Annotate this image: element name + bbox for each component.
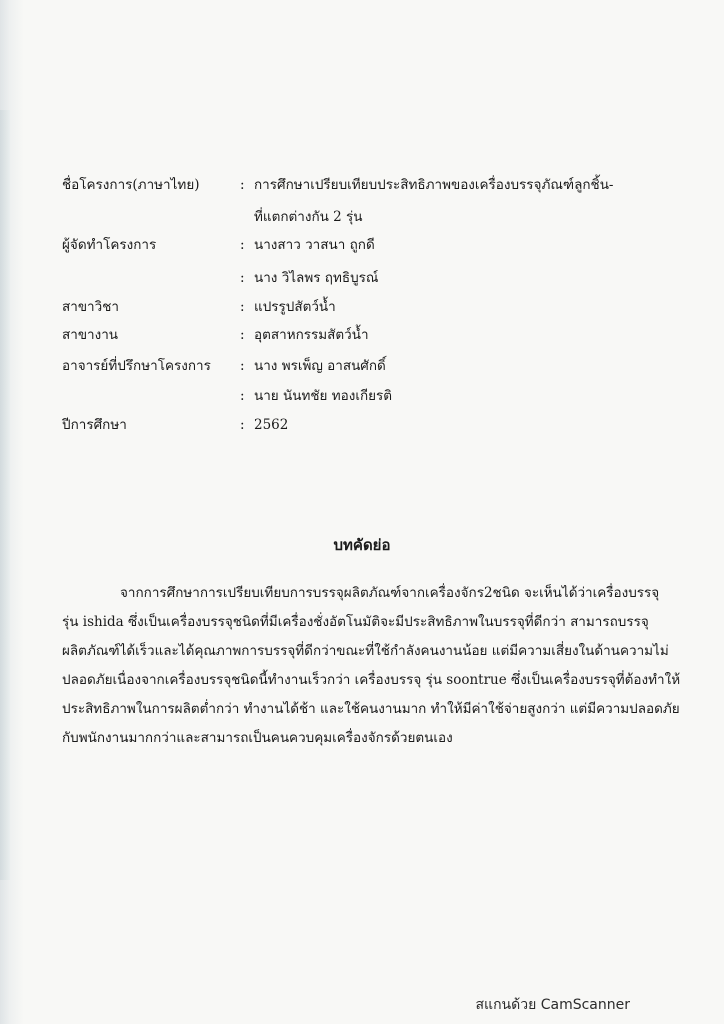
abstract-line: จากการศึกษาการเปรียบเทียบการบรรจุผลิตภัณฑ์จากเครื่องจักร2ชนิด จะเห็นได้ว่าเครื่องบรรจุ [120,585,660,601]
colon: : [240,388,245,404]
colon: : [240,327,245,343]
colon: : [240,417,245,433]
title-label: ชื่อโครงการ(ภาษาไทย) [62,177,200,193]
abstract-line: กับพนักงานมากกว่าและสามารถเป็นคนควบคุมเครื่องจักรด้วยตนเอง [62,730,453,746]
colon: : [240,358,245,374]
colon: : [240,237,245,253]
colon: : [240,299,245,315]
advisor-2: นาย นันทชัย ทองเกียรติ [254,388,393,404]
colon: : [240,270,245,286]
abstract-line: รุ่น ishida ซึ่งเป็นเครื่องบรรจุชนิดที่มีเครื่องชั่งอัตโนมัติจะมีประสิทธิภาพในบรรจุที่ดีกว่า สามารถบรรจุ [62,614,649,630]
major-value: แปรรูปสัตว์น้ำ [254,299,336,315]
field-label: สาขางาน [62,327,119,343]
author-2: นาง วิไลพร ฤทธิบูรณ์ [254,270,379,286]
abstract-line: ผลิตภัณฑ์ได้เร็วและได้คุณภาพการบรรจุที่ดีกว่าขณะที่ใช้กำลังคนงานน้อย แต่มีความเสี่ยงในด้านความไม่ [62,643,669,659]
colon: : [240,177,245,193]
field-value: อุตสาหกรรมสัตว์น้ำ [254,327,369,343]
advisors-label: อาจารย์ที่ปรึกษาโครงการ [62,358,211,374]
year-value: 2562 [254,417,289,433]
title-value-line2: ที่แตกต่างกัน 2 รุ่น [254,209,363,225]
abstract-line: ปลอดภัยเนื่องจากเครื่องบรรจุชนิดนี้ทำงานเร็วกว่า เครื่องบรรจุ รุ่น soontrue ซึ่งเป็นเครื่องบรรจุที่ต้องทำให้ [62,672,681,688]
abstract-heading: บทคัดย่อ [333,536,391,554]
title-value-line1: การศึกษาเปรียบเทียบประสิทธิภาพของเครื่องบรรจุภัณฑ์ลูกชิ้น- [254,177,614,193]
author-1: นางสาว วาสนา ถูกดี [254,237,375,253]
scan-edge-shadow [0,110,10,880]
major-label: สาขาวิชา [62,299,119,315]
abstract-line: ประสิทธิภาพในการผลิตต่ำกว่า ทำงานได้ช้า และใช้คนงานมาก ทำให้มีค่าใช้จ่ายสูงกว่า แต่มีความปลอดภัย [62,701,680,717]
camscanner-watermark: สแกนด้วย CamScanner [475,997,630,1013]
year-label: ปีการศึกษา [62,417,127,433]
advisor-1: นาง พรเพ็ญ อาสนศักดิ์ [254,358,386,374]
authors-label: ผู้จัดทำโครงการ [62,237,157,253]
